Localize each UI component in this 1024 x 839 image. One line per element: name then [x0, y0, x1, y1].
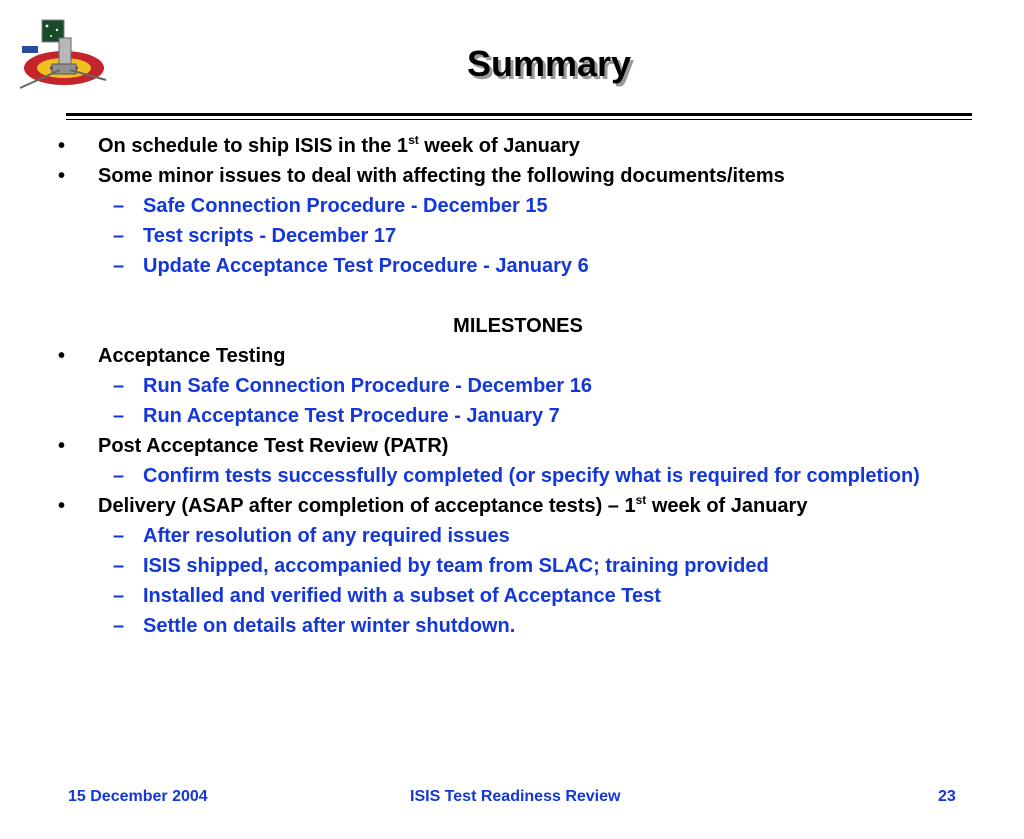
page-title: Summary [466, 43, 632, 84]
sub-item [58, 371, 938, 401]
dash-icon: – [113, 615, 125, 637]
bullet-item [58, 131, 938, 161]
dash-icon: – [113, 525, 125, 547]
section-heading: MILESTONES [453, 315, 583, 337]
dash-icon: – [113, 555, 125, 577]
bullet-icon: • [58, 495, 66, 517]
page-number: 23 [938, 788, 956, 805]
bullet-item [58, 161, 938, 191]
dash-icon: – [113, 465, 125, 487]
sub-item [58, 401, 938, 431]
dash-icon: – [113, 255, 125, 277]
dash-icon: – [113, 225, 125, 247]
sub-item [58, 251, 938, 281]
sub-item-text: Test scripts - December 17 [143, 225, 397, 247]
sub-item-text: ISIS shipped, accompanied by team from SLAC; training provided [143, 555, 769, 577]
sub-item [58, 191, 938, 221]
dash-icon: – [113, 405, 125, 427]
sub-item-text: Safe Connection Procedure - December 15 [143, 195, 548, 217]
sub-item [58, 521, 938, 551]
slide-body [58, 131, 938, 641]
dash-icon: – [113, 195, 125, 217]
sub-item-text: After resolution of any required issues [143, 525, 510, 547]
bullet-icon: • [58, 135, 66, 157]
bullet-item [58, 341, 938, 371]
sub-item [58, 581, 938, 611]
sub-item [58, 461, 938, 491]
footer-title: ISIS Test Readiness Review [410, 788, 621, 805]
sub-item-text: Installed and verified with a subset of Acceptance Test [143, 585, 661, 607]
sub-item [58, 221, 938, 251]
bullet-icon: • [58, 435, 66, 457]
sub-item-text: Update Acceptance Test Procedure - January 6 [143, 255, 589, 277]
bullet-item [58, 431, 938, 461]
footer-date: 15 December 2004 [68, 788, 208, 805]
bullet-text: Post Acceptance Test Review (PATR) [98, 435, 449, 457]
dash-icon: – [113, 585, 125, 607]
title-divider-thin [66, 119, 972, 120]
sub-item-text: Run Safe Connection Procedure - December 16 [143, 375, 593, 397]
spacer [58, 281, 938, 311]
dash-icon: – [113, 375, 125, 397]
sub-item [58, 611, 938, 641]
bullet-text: On schedule to ship ISIS in the 1st week of January [98, 133, 580, 157]
bullet-icon: • [58, 165, 66, 187]
sub-item [58, 551, 938, 581]
sub-item-text: Confirm tests successfully completed (or specify what is required for completion) [143, 465, 920, 487]
bullet-text: Some minor issues to deal with affecting the following documents/items [98, 165, 785, 187]
bullet-item [58, 491, 938, 521]
bullet-text: Delivery (ASAP after completion of acceptance tests) – 1st week of January [98, 493, 808, 517]
title-divider [66, 113, 972, 116]
bullet-icon: • [58, 345, 66, 367]
bullet-text: Acceptance Testing [98, 345, 286, 367]
sub-item-text: Settle on details after winter shutdown. [143, 615, 516, 637]
sub-item-text: Run Acceptance Test Procedure - January 7 [143, 405, 560, 427]
